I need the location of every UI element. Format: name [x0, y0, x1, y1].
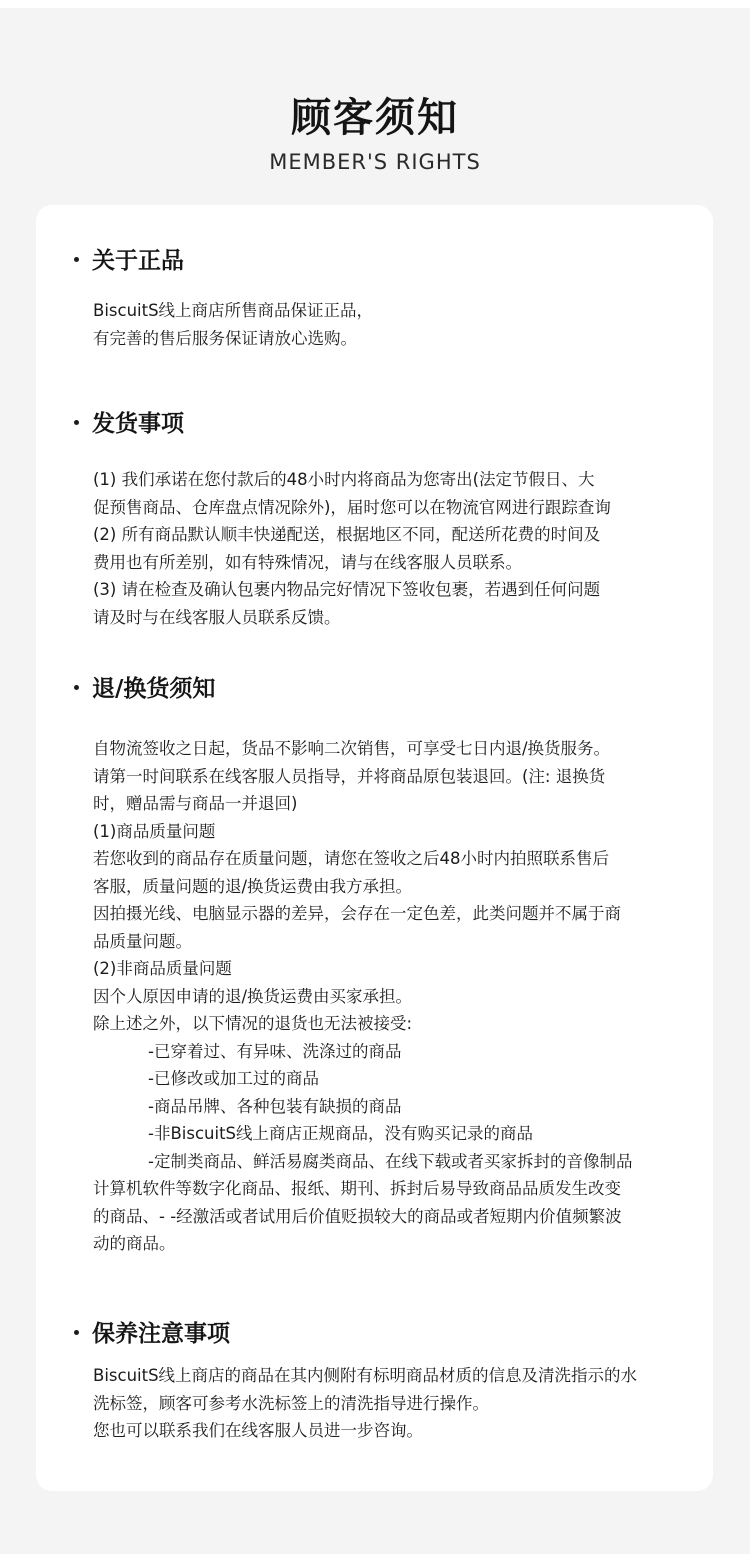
exclusion-item: -已修改或加工过的商品 — [148, 1069, 319, 1088]
body-line: 洗标签，顾客可参考水洗标签上的清洗指导进行操作。 — [93, 1393, 489, 1413]
exclusion-item: -已穿着过、有异味、洗涤过的商品 — [148, 1041, 402, 1061]
body-line: 因个人原因申请的退/换货运费由买家承担。 — [93, 986, 413, 1006]
bullet-dot — [74, 257, 79, 262]
section-heading — [36, 245, 713, 277]
body-line: 请第一时间联系在线客服人员指导，并将商品原包装退回。(注: 退换货 — [93, 766, 606, 786]
body-line: 时，赠品需与商品一并退回) — [93, 794, 298, 813]
body-line: 因拍摄光线、电脑显示器的差异，会存在一定色差，此类问题并不属于商 — [93, 904, 621, 923]
body-line: 您也可以联系我们在线客服人员进一步咨询。 — [93, 1421, 423, 1440]
body-line: 的商品、- -经激活或者试用后价值贬损较大的商品或者短期内价值频繁波 — [93, 1206, 622, 1226]
section-body — [36, 1362, 713, 1445]
body-line: 请及时与在线客服人员联系反馈。 — [93, 607, 341, 627]
section-title: 保养注意事项 — [92, 1321, 230, 1347]
section-body — [36, 735, 713, 1258]
section-title: 退/换货须知 — [92, 676, 216, 702]
exclusion-item: -非BiscuitS线上商店正规商品，没有购买记录的商品 — [148, 1124, 534, 1143]
bullet-dot — [74, 1330, 79, 1335]
section-title: 关于正品 — [92, 248, 184, 274]
section-shipping — [36, 408, 713, 631]
body-line: BiscuitS线上商店所售商品保证正品， — [93, 301, 374, 320]
page-header — [0, 92, 750, 176]
body-line: BiscuitS线上商店的商品在其内侧附有标明商品材质的信息及清洗指示的水 — [93, 1366, 638, 1385]
body-line: 费用也有所差别，如有特殊情况，请与在线客服人员联系。 — [93, 552, 522, 572]
exclusion-item: -定制类商品、鲜活易腐类商品、在线下载或者买家拆封的音像制品 — [148, 1151, 633, 1171]
body-line: (2)非商品质量问题 — [93, 959, 232, 978]
section-body — [36, 297, 713, 352]
section-care — [36, 1318, 713, 1445]
body-line: 计算机软件等数字化商品、报纸、期刊、拆封后易导致商品品质发生改变 — [93, 1179, 621, 1198]
body-line: 除上述之外，以下情况的退货也无法被接受: — [93, 1014, 413, 1033]
page-subtitle: MEMBER'S RIGHTS — [269, 150, 481, 174]
body-line: (3) 请在检查及确认包裹内物品完好情况下签收包裹，若遇到任何问题 — [93, 580, 601, 599]
section-heading — [36, 408, 713, 440]
top-strip — [0, 0, 750, 8]
body-line: 促预售商品、仓库盘点情况除外)，届时您可以在物流官网进行跟踪查询 — [93, 497, 611, 517]
body-line: 品质量问题。 — [93, 931, 192, 951]
body-line: (1) 我们承诺在您付款后的48小时内将商品为您寄出(法定节假日、大 — [93, 470, 595, 489]
body-line: (2) 所有商品默认顺丰快递配送，根据地区不同，配送所花费的时间及 — [93, 525, 601, 544]
notice-card — [36, 205, 713, 1491]
page-title: 顾客须知 — [291, 95, 459, 141]
section-authentic-products — [36, 245, 713, 352]
bullet-dot — [74, 685, 79, 690]
section-title: 发货事项 — [92, 411, 184, 437]
body-line: 客服，质量问题的退/换货运费由我方承担。 — [93, 876, 413, 896]
body-line: 动的商品。 — [93, 1234, 176, 1253]
body-line: 有完善的售后服务保证请放心选购。 — [93, 328, 357, 348]
body-line: (1)商品质量问题 — [93, 821, 216, 841]
section-returns — [36, 673, 713, 1258]
section-heading — [36, 1318, 713, 1350]
bullet-dot — [74, 420, 79, 425]
section-body — [36, 466, 713, 631]
exclusion-item: -商品吊牌、各种包装有缺损的商品 — [148, 1096, 402, 1116]
body-line: 若您收到的商品存在质量问题，请您在签收之后48小时内拍照联系售后 — [93, 849, 609, 868]
section-heading — [36, 673, 713, 705]
body-line: 自物流签收之日起，货品不影响二次销售，可享受七日内退/换货服务。 — [93, 739, 611, 758]
